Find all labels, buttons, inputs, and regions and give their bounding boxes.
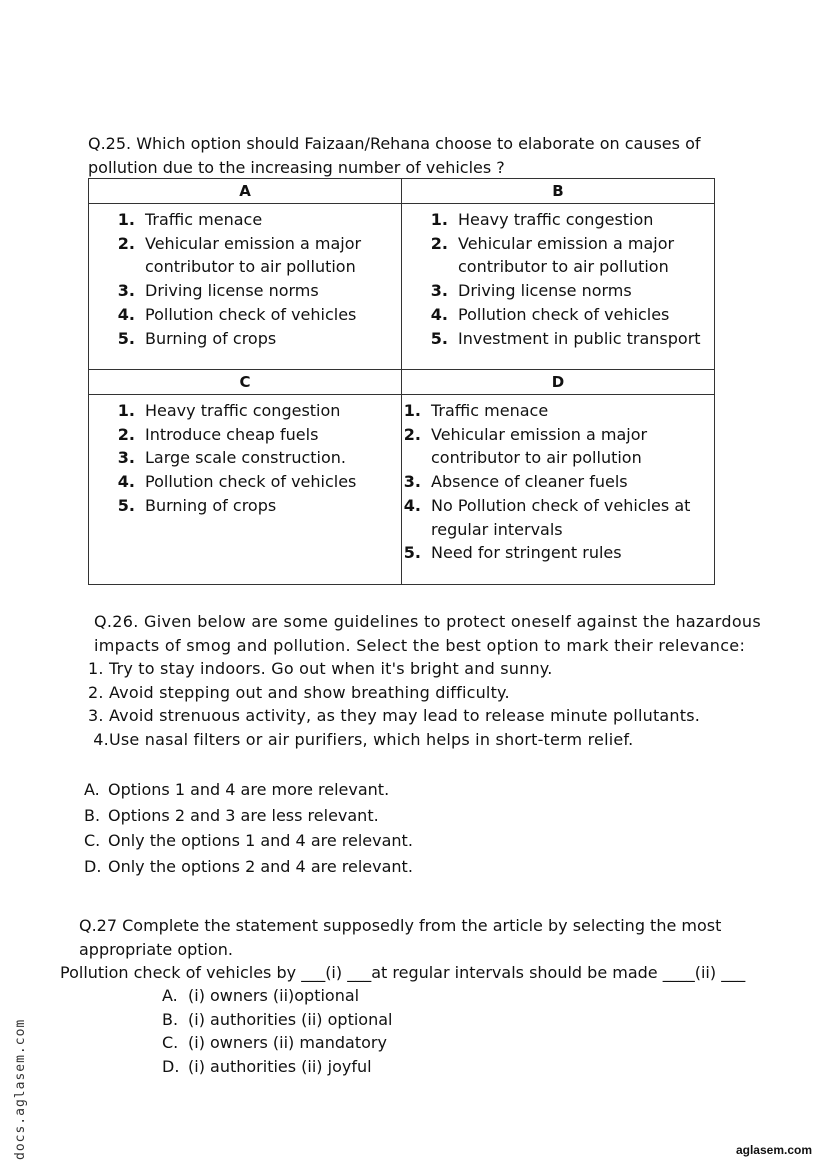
q26-choice-d: D. Only the options 2 and 4 are relevant. xyxy=(84,856,413,876)
option-b-cell xyxy=(402,204,715,370)
q26-guideline: 2. Avoid stepping out and show breathing difficulty. xyxy=(88,682,510,702)
q27-choice-b: B. (i) authorities (ii) optional xyxy=(162,1009,393,1029)
list-item: 2. Vehicular emission a major contributor to air pollution xyxy=(117,233,362,277)
list-item: 1. Heavy traffic congestion xyxy=(430,210,654,229)
q27-choice-c: C. (i) owners (ii) mandatory xyxy=(162,1033,387,1053)
list-item: 4. Pollution check of vehicles xyxy=(117,304,357,324)
option-c-list xyxy=(89,399,401,518)
list-item: 3. Absence of cleaner fuels xyxy=(403,472,628,492)
list-item: 5. Burning of crops xyxy=(117,328,277,348)
side-watermark: docs.aglasem.com xyxy=(13,1018,28,1160)
option-d-header: D xyxy=(402,370,715,395)
q26-choices xyxy=(84,777,413,879)
list-item: 4. No Pollution check of vehicles at regular intervals xyxy=(403,495,691,539)
footer-watermark: aglasem.com xyxy=(735,1143,812,1157)
list-item: 4. Pollution check of vehicles xyxy=(430,304,670,324)
q26-choice-a: A. Options 1 and 4 are more relevant. xyxy=(84,780,390,799)
list-item: 1. Traffic menace xyxy=(117,210,263,229)
option-a-list xyxy=(89,208,401,350)
q26-guideline: 3. Avoid strenuous activity, as they may lead to release minute pollutants. xyxy=(88,706,701,725)
list-item: 2. Vehicular emission a major contributor to air pollution xyxy=(403,424,648,468)
list-item: 2. Vehicular emission a major contributor to air pollution xyxy=(430,233,675,277)
q26-choice-b: B. Options 2 and 3 are less relevant. xyxy=(84,805,379,825)
list-item: 1. Heavy traffic congestion xyxy=(117,401,341,420)
list-item: 3. Large scale construction. xyxy=(117,448,346,468)
list-item: 3. Driving license norms xyxy=(430,281,632,301)
option-d-cell xyxy=(402,395,715,585)
q27-choice-d: D. (i) authorities (ii) joyful xyxy=(162,1056,372,1076)
list-item: 5. Investment in public transport xyxy=(430,328,701,348)
q25-question: Q.25. Which option should Faizaan/Rehana choose to elaborate on causes of pollution due to the increasing number of vehicles ? xyxy=(88,134,701,177)
q27-choices xyxy=(162,984,392,1078)
option-a-header: A xyxy=(89,179,402,204)
option-c-header: C xyxy=(89,370,402,395)
list-item: 5. Need for stringent rules xyxy=(403,543,622,563)
q27-question: Q.27 Complete the statement supposedly from the article by selecting the most appropriate option. xyxy=(79,916,722,959)
list-item: 5. Burning of crops xyxy=(117,495,277,515)
q26-guideline: 4.Use nasal filters or air purifiers, which helps in short-term relief. xyxy=(88,729,634,749)
q26-question xyxy=(88,610,778,751)
q26-guideline: 1. Try to stay indoors. Go out when it's bright and sunny. xyxy=(88,659,553,678)
option-c-cell xyxy=(89,395,402,585)
q27-choice-a: A. (i) owners (ii)optional xyxy=(162,986,360,1005)
option-b-list xyxy=(402,208,714,350)
q27-statement: Pollution check of vehicles by ___(i) ___at regular intervals should be made ____(ii) ___ xyxy=(60,963,746,982)
option-d-list xyxy=(402,399,714,565)
q26-lead-text: Q.26. Given below are some guidelines to protect oneself against the hazardous impacts of smog and pollution. Select the best option to mark their relevance: xyxy=(94,612,762,655)
list-item: 3. Driving license norms xyxy=(117,281,319,301)
option-b-header: B xyxy=(402,179,715,204)
option-a-cell xyxy=(89,204,402,370)
list-item: 4. Pollution check of vehicles xyxy=(117,472,357,492)
q25-options-table xyxy=(88,178,715,585)
q26-choice-c: C. Only the options 1 and 4 are relevant. xyxy=(84,831,413,850)
list-item: 2. Introduce cheap fuels xyxy=(117,424,319,444)
list-item: 1. Traffic menace xyxy=(403,401,549,420)
